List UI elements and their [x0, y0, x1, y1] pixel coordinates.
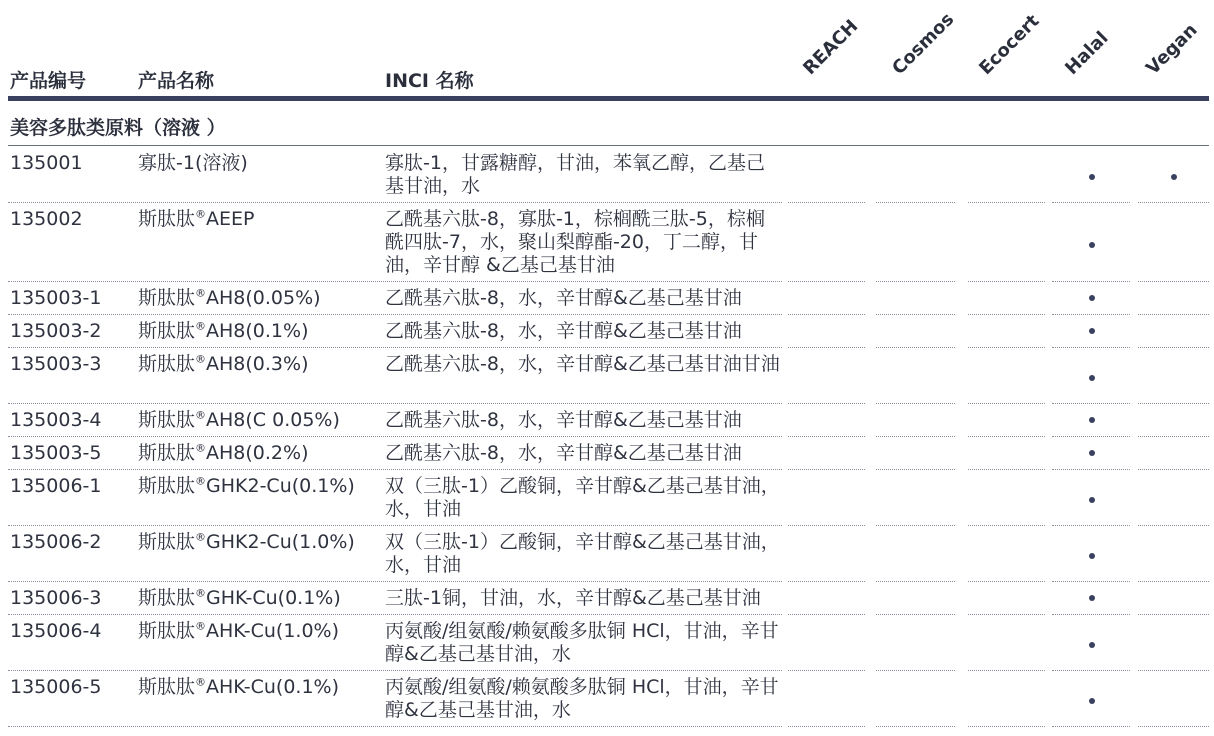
halal-check-icon: [1089, 295, 1095, 301]
registered-mark: ®: [195, 530, 207, 544]
table-header: [0, 0, 1214, 96]
product-name-base: 斯肽肽: [138, 320, 196, 342]
product-name: [138, 409, 340, 432]
table-row: [0, 436, 1214, 469]
halal-check-icon: [1089, 242, 1095, 248]
inci-name: 三肽-1铜，甘油，水，辛甘醇&乙基己基甘油: [385, 587, 761, 609]
inci-name: 寡肽-1，甘露糖醇，甘油，苯氧乙醇，乙基己基甘油，水: [385, 152, 765, 197]
inci-name: 双（三肽-1）乙酸铜，辛甘醇&乙基己基甘油，水，甘油: [385, 475, 780, 520]
product-name-base: 斯肽肽: [138, 587, 196, 609]
product-name-base: 斯肽肽: [138, 531, 196, 553]
product-name-suffix: AHK-Cu(0.1%): [206, 676, 340, 698]
vegan-check-icon: [1171, 174, 1177, 180]
product-name-suffix: GHK-Cu(0.1%): [206, 587, 341, 609]
product-code: 135003-2: [10, 320, 102, 342]
product-code: 135006-5: [10, 676, 102, 698]
table-row: [0, 581, 1214, 614]
registered-mark: ®: [195, 586, 207, 600]
registered-mark: ®: [195, 619, 207, 633]
registered-mark: ®: [195, 474, 207, 488]
cert-cell-divider: [788, 726, 865, 727]
table-row: [0, 202, 1214, 281]
product-name-suffix: GHK2-Cu(1.0%): [206, 531, 355, 553]
product-name: [138, 287, 321, 310]
product-name-suffix: AH8(C 0.05%): [206, 409, 340, 431]
product-name: [138, 208, 254, 231]
product-name-base: 斯肽肽: [138, 442, 196, 464]
registered-mark: ®: [195, 319, 207, 333]
product-code: 135006-2: [10, 531, 102, 553]
inci-name: 乙酰基六肽-8，水，辛甘醇&乙基己基甘油: [385, 409, 742, 431]
product-code: 135006-3: [10, 587, 102, 609]
product-name: [138, 442, 308, 465]
product-name-base: 斯肽肽: [138, 208, 196, 230]
halal-check-icon: [1089, 375, 1095, 381]
header-product-name: 产品名称: [138, 70, 215, 92]
halal-check-icon: [1089, 417, 1095, 423]
registered-mark: ®: [195, 408, 207, 422]
table-row: [0, 347, 1214, 403]
product-name: [138, 152, 248, 175]
product-code: 135001: [10, 152, 83, 174]
header-product-code: 产品编号: [10, 70, 87, 92]
halal-check-icon: [1089, 450, 1095, 456]
product-name-base: 斯肽肽: [138, 620, 196, 642]
product-name-suffix: AEEP: [206, 208, 255, 230]
halal-check-icon: [1089, 642, 1095, 648]
header-divider: [8, 96, 1209, 101]
product-name: [138, 353, 308, 376]
product-name-suffix: AHK-Cu(1.0%): [206, 620, 340, 642]
product-name: [138, 587, 341, 610]
inci-name: 丙氨酸/组氨酸/赖氨酸多肽铜 HCl，甘油，辛甘醇&乙基己基甘油，水: [385, 676, 779, 721]
product-name-suffix: AH8(0.1%): [206, 320, 309, 342]
registered-mark: ®: [195, 352, 207, 366]
halal-check-icon: [1089, 698, 1095, 704]
halal-check-icon: [1089, 553, 1095, 559]
registered-mark: ®: [195, 286, 207, 300]
table-row: [0, 281, 1214, 314]
product-name-base: 斯肽肽: [138, 409, 196, 431]
product-code: 135002: [10, 208, 83, 230]
halal-check-icon: [1089, 174, 1095, 180]
product-code: 135003-3: [10, 353, 102, 375]
inci-name: 乙酰基六肽-8，水，辛甘醇&乙基己基甘油: [385, 442, 742, 464]
header-cert-halal: Halal: [1061, 27, 1113, 80]
registered-mark: ®: [195, 675, 207, 689]
product-code: 135003-5: [10, 442, 102, 464]
row-divider: [8, 726, 782, 727]
cert-cell-divider: [1052, 726, 1130, 727]
header-cert-vegan: Vegan: [1142, 19, 1202, 79]
inci-name: 丙氨酸/组氨酸/赖氨酸多肽铜 HCl，甘油，辛甘醇&乙基己基甘油，水: [385, 620, 779, 665]
halal-check-icon: [1089, 595, 1095, 601]
cert-cell-divider: [968, 726, 1045, 727]
product-name-base: 寡肽-1(溶液): [138, 152, 248, 174]
header-inci-name: INCI 名称: [385, 70, 474, 92]
table-row: [0, 146, 1214, 202]
section-title: 美容多肽类原料（溶液 ）: [10, 117, 226, 139]
product-name: [138, 320, 308, 343]
product-code: 135006-1: [10, 475, 102, 497]
inci-name: 乙酰基六肽-8，水，辛甘醇&乙基己基甘油: [385, 320, 742, 342]
product-name: [138, 531, 355, 554]
product-name-base: 斯肽肽: [138, 475, 196, 497]
product-name-suffix: AH8(0.3%): [206, 353, 309, 375]
table-row: [0, 469, 1214, 525]
product-name-base: 斯肽肽: [138, 353, 196, 375]
product-name-suffix: GHK2-Cu(0.1%): [206, 475, 355, 497]
header-cert-cosmos: Cosmos: [888, 8, 959, 80]
product-name-suffix: AH8(0.05%): [206, 287, 321, 309]
registered-mark: ®: [195, 441, 207, 455]
product-code: 135006-4: [10, 620, 102, 642]
product-name: [138, 475, 355, 498]
registered-mark: ®: [195, 207, 207, 221]
product-table-body: [0, 146, 1214, 726]
product-name-suffix: AH8(0.2%): [206, 442, 309, 464]
header-cert-ecocert: Ecocert: [975, 10, 1044, 79]
halal-check-icon: [1089, 328, 1095, 334]
inci-name: 乙酰基六肽-8，水，辛甘醇&乙基己基甘油: [385, 287, 742, 309]
inci-name: 乙酰基六肽-8，寡肽-1，棕榈酰三肽-5，棕榈酰四肽-7，水，聚山梨醇酯-20，丁二醇，甘油，辛甘醇 &乙基己基甘油: [385, 208, 765, 276]
table-row: [0, 525, 1214, 581]
table-row: [0, 614, 1214, 670]
inci-name: 双（三肽-1）乙酸铜，辛甘醇&乙基己基甘油，水，甘油: [385, 531, 780, 576]
halal-check-icon: [1089, 497, 1095, 503]
table-row: [0, 403, 1214, 436]
header-cert-reach: REACH: [799, 15, 863, 80]
cert-cell-divider: [1138, 726, 1209, 727]
product-name: [138, 676, 339, 699]
product-code: 135003-1: [10, 287, 102, 309]
cert-cell-divider: [876, 726, 955, 727]
product-code: 135003-4: [10, 409, 102, 431]
product-name-base: 斯肽肽: [138, 287, 196, 309]
table-row: [0, 670, 1214, 726]
product-name-base: 斯肽肽: [138, 676, 196, 698]
product-name: [138, 620, 339, 643]
table-row: [0, 314, 1214, 347]
inci-name: 乙酰基六肽-8，水，辛甘醇&乙基己基甘油甘油: [385, 353, 780, 375]
